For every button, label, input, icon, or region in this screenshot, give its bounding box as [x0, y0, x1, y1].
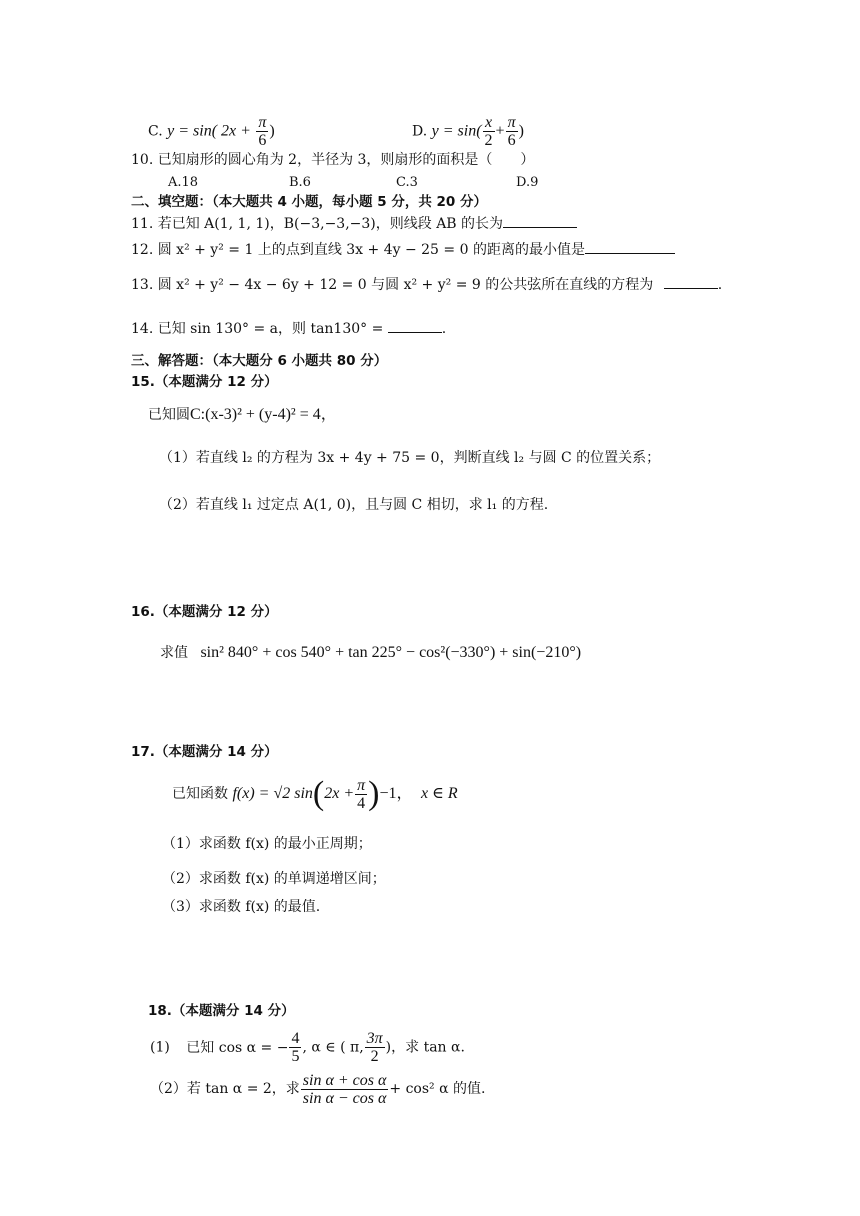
q17-header: 17.（本题满分 14 分） [131, 744, 278, 760]
question-text: 圆 x² + y² − 4x − 6y + 12 = 0 与圆 x² + y² = 9 的公共弦所在直线的方程为 [157, 277, 654, 293]
q10-stem [131, 150, 534, 170]
domain: x ∈ R [420, 785, 458, 802]
fraction: $\frac{3\pi}{2}$ [366, 1030, 383, 1065]
question-number: 14. [131, 321, 154, 337]
question-text: 若已知 A(1, 1, 1)，B(−3,−3,−3)，则线段 AB 的长为 [157, 216, 504, 232]
part-label: (1) [150, 1039, 170, 1056]
q10-option-b: B.6 [289, 175, 311, 190]
question-number: 12. [131, 242, 154, 258]
q17-part-2: （2）求函数 f(x) 的单调递增区间； [162, 871, 386, 887]
section-2-heading: 二、填空题：（本大题共 4 小题，每小题 5 分，共 20 分） [131, 194, 488, 210]
q15-part-2: （2）若直线 l₁ 过定点 A(1, 0)，且与圆 C 相切，求 l₁ 的方程. [159, 497, 549, 513]
question-text: （2）若 tan α = 2，求 [150, 1081, 300, 1097]
paren: ) [269, 122, 275, 140]
question-text: 已知 cos α = − [186, 1039, 289, 1056]
question-number: 10. [131, 152, 154, 168]
answer-blank [503, 212, 577, 228]
q15-header: 15.（本题满分 12 分） [131, 374, 278, 390]
paren: ) [368, 775, 380, 812]
q17-part-3: （3）求函数 f(x) 的最值. [162, 899, 321, 915]
q10-option-c: C.3 [396, 175, 418, 190]
answer-blank [388, 317, 442, 333]
question-text: , α ∈ ( π, [302, 1039, 364, 1056]
prompt: 求值 [160, 645, 188, 661]
question-text: + cos² α 的值. [389, 1081, 486, 1097]
formula: f(x) = √2 sin [232, 785, 313, 802]
question-text: )，求 tan α. [385, 1039, 465, 1056]
circle-equation: C:(x-3)² + (y-4)² = 4， [190, 406, 337, 423]
paren: ) [518, 122, 524, 140]
q17-part-1: （1）求函数 f(x) 的最小正周期； [162, 836, 372, 852]
q9-option-d [412, 114, 524, 149]
answer-blank [664, 273, 718, 289]
q17-function [172, 776, 458, 812]
question-number: 11. [131, 216, 154, 232]
period: . [441, 321, 447, 337]
formula: y = sin( 2x + [167, 122, 251, 140]
q18-part-1 [150, 1030, 465, 1065]
question-number: 13. [131, 277, 154, 293]
formula: 2x + [324, 785, 355, 802]
q11 [131, 212, 577, 234]
period: . [717, 277, 723, 293]
given-label: 已知圆 [148, 407, 190, 423]
q14 [131, 317, 446, 339]
formula: −1， [379, 785, 413, 802]
formula: sin² 840° + cos 540° + tan 225° − cos²(−330°) + sin(−210°) [200, 644, 582, 661]
q9-option-c [148, 114, 275, 149]
option-label: C. [148, 123, 163, 140]
fraction: $\frac{4}{5}$ [291, 1030, 300, 1065]
fraction: $\frac{\text{sin α + cos α}}{\text{sin α − cos α}}$ [302, 1071, 387, 1107]
prompt: 已知函数 [172, 786, 228, 802]
plus: + [495, 122, 505, 140]
fraction: $\frac{\pi}{6}$ [507, 114, 516, 149]
q18-header: 18.（本题满分 14 分） [148, 1003, 295, 1019]
q10-option-d: D.9 [516, 175, 539, 190]
option-label: D. [412, 123, 428, 140]
section-3-heading: 三、解答题：（本大题分 6 小题共 80 分） [131, 353, 388, 369]
fraction: $\frac{\pi}{4}$ [357, 776, 366, 812]
q13 [131, 273, 722, 295]
paren: ( [312, 775, 325, 812]
q18-part-2 [150, 1070, 485, 1108]
formula: y = sin( [431, 122, 482, 140]
question-text: 圆 x² + y² = 1 上的点到直线 3x + 4y − 25 = 0 的距离的最小值是 [157, 242, 585, 258]
q15-given [148, 405, 337, 425]
fraction: $\frac{\pi}{6}$ [258, 114, 267, 149]
q15-part-1: （1）若直线 l₂ 的方程为 3x + 4y + 75 = 0，判断直线 l₂ 与圆 C 的位置关系； [159, 450, 661, 466]
q16-header: 16.（本题满分 12 分） [131, 604, 278, 620]
question-text: 已知 sin 130° = a，则 tan130° = [157, 321, 384, 337]
fraction: $\frac{x}{2}$ [484, 114, 493, 149]
question-text: 已知扇形的圆心角为 2，半径为 3，则扇形的面积是（ ） [157, 152, 535, 168]
q10-option-a: A.18 [168, 175, 199, 190]
q16-expression [160, 643, 581, 663]
answer-blank [585, 238, 675, 254]
q12 [131, 238, 675, 260]
